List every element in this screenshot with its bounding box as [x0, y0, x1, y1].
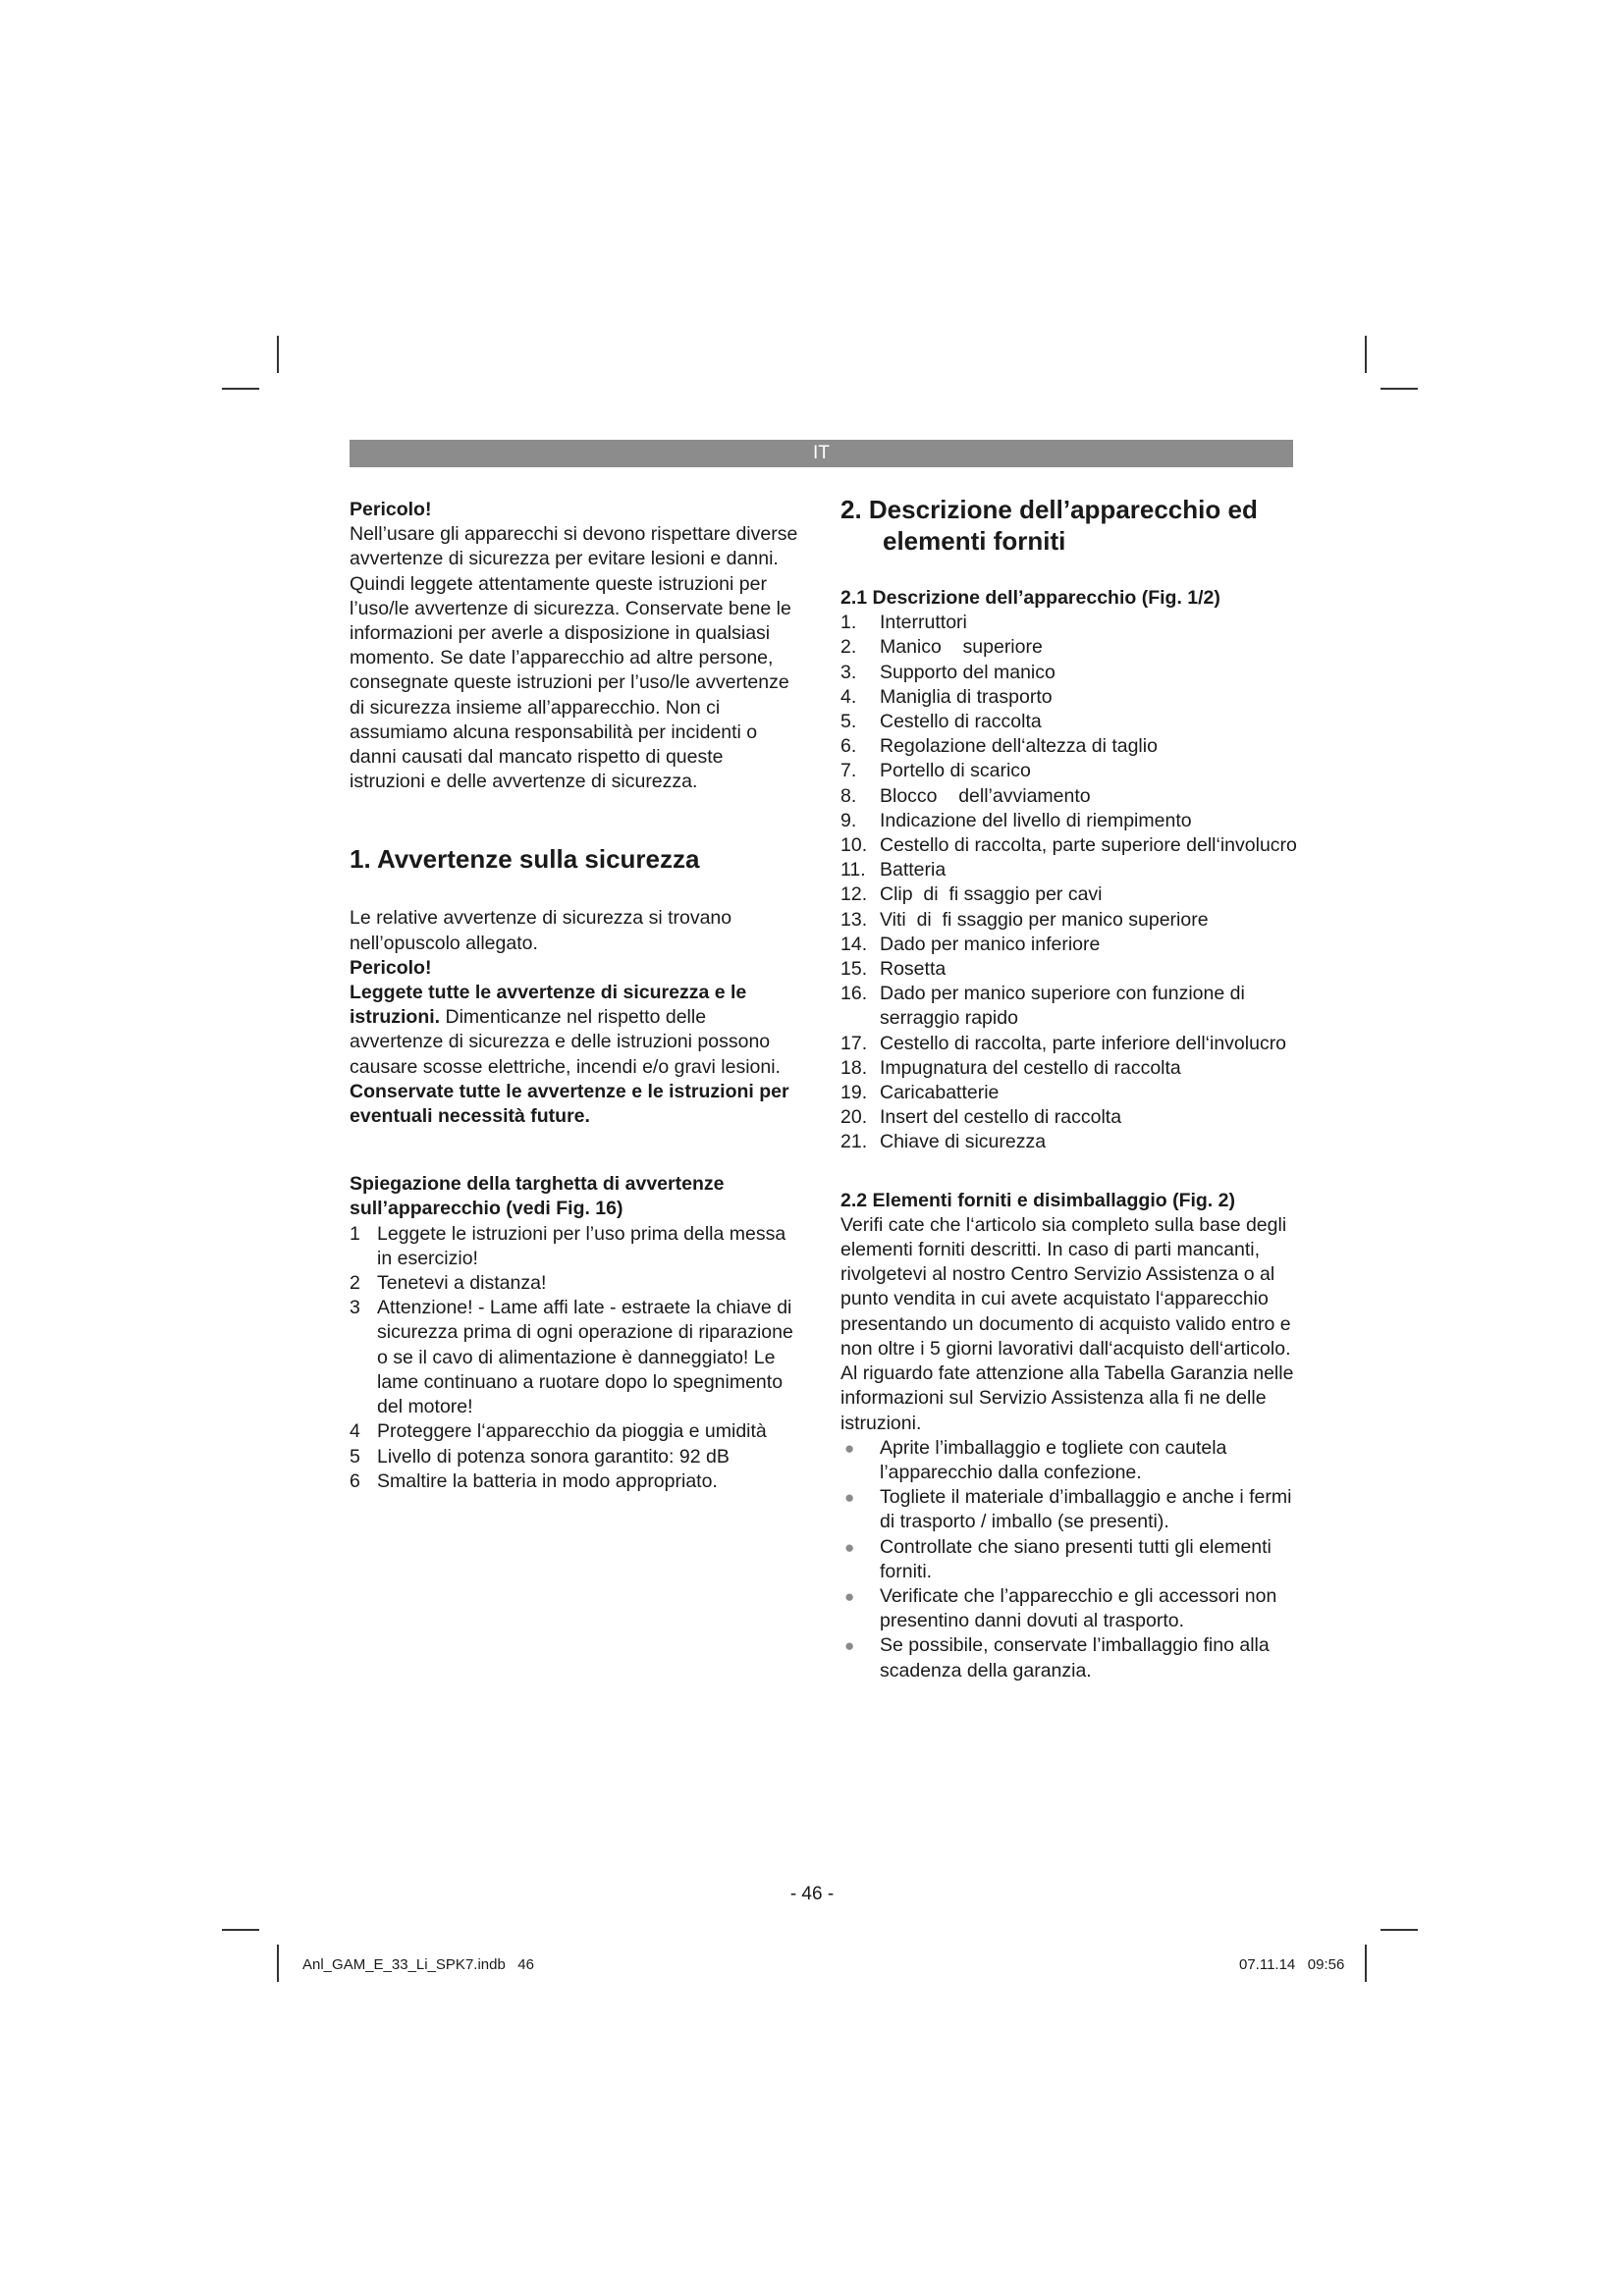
danger-title-2: Pericolo! [350, 956, 432, 979]
list-item-number: 4. [840, 685, 857, 708]
list-item-text: Livello di potenza sonora garantito: 92 dB [377, 1445, 730, 1468]
list-item-number: 6. [840, 735, 857, 758]
list-item [840, 1436, 1302, 1485]
list-item-text: Aprite l’imballaggio e togliete con cautela l’apparecchio dalla confezione. [880, 1436, 1227, 1483]
list-item [350, 1469, 803, 1494]
list-item [840, 685, 1302, 710]
list-item [840, 1633, 1302, 1682]
list-item-text: Indicazione del livello di riempimento [880, 809, 1192, 831]
list-item [350, 1445, 803, 1469]
section-1-title: 1. Avvertenze sulla sicurezza [350, 844, 700, 875]
bullet-dot-icon: ● [844, 1537, 855, 1557]
print-datetime: 07.11.14 09:56 [1239, 1956, 1345, 1973]
bullet-dot-icon: ● [844, 1488, 855, 1508]
list-item-text: Impugnatura del cestello di raccolta [880, 1056, 1181, 1079]
bullet-dot-icon: ● [844, 1636, 855, 1656]
left-column [350, 498, 803, 1494]
danger-text: Nell’usare gli apparecchi si devono rispettare diverse avvertenze di sicurezza per evitare lesioni e danni. Quindi leggete attentamente queste istruzioni per l’uso/le avvertenze di sicurezza. Conservate bene le informazioni per averle a disposizione in qualsiasi momento. Se date l’apparecchio ad altre persone, consegnate queste istruzioni per l’uso/le avvertenze di sicurezza insieme all’apparecchio. Non ci assumiamo alcuna responsabilità per incidenti o danni causati dal mancato rispetto di queste istruzioni e delle avvertenze di sicurezza. [350, 523, 798, 793]
list-item-text: Clip di fi ssaggio per cavi [880, 883, 1103, 906]
list-item [350, 1296, 803, 1419]
intro-text: Le relative avvertenze di sicurezza si trovano nell’opuscolo allegato. [350, 907, 732, 954]
warning-label-list [350, 1222, 803, 1494]
list-item-number: 1 [350, 1222, 360, 1245]
list-item-text: Regolazione dell‘altezza di taglio [880, 735, 1158, 758]
list-item [840, 1130, 1302, 1154]
list-item [840, 858, 1302, 882]
list-item [840, 611, 1302, 635]
keep-instructions-bold: Conservate tutte le avvertenze e le istruzioni per eventuali necessità future. [350, 1080, 789, 1128]
list-item [840, 1105, 1302, 1130]
bullet-dot-icon: ● [844, 1438, 855, 1458]
list-item [840, 908, 1302, 933]
list-item [840, 661, 1302, 685]
list-item-text: Se possibile, conservate l’imballaggio fino alla scadenza della garanzia. [880, 1634, 1270, 1682]
read-instructions-text: Dimenticanze nel rispetto delle avvertenze di sicurezza e delle istruzioni possono causare scosse elettriche, incendi e/o gravi lesioni. [350, 1006, 781, 1078]
read-instructions-bold: Leggete tutte le avvertenze di sicurezza e le istruzioni. [350, 982, 747, 1029]
list-item-text: Caricabatterie [880, 1082, 1000, 1104]
parts-list [840, 611, 1302, 1154]
list-item-text: Portello di scarico [880, 760, 1031, 782]
list-item-number: 3. [840, 661, 857, 683]
crop-mark-bottom-right-horizontal [1380, 1929, 1418, 1931]
subsection-2-1-title: 2.1 Descrizione dell’apparecchio (Fig. 1/2) [840, 587, 1220, 609]
list-item [840, 933, 1302, 957]
list-item-number: 7. [840, 760, 857, 782]
crop-mark-bottom-left-vertical [277, 1945, 279, 1982]
section-2-title: 2. Descrizione dell’apparecchio ed elementi forniti [840, 495, 1258, 556]
list-item-number: 14. [840, 933, 868, 955]
list-item-number: 3 [350, 1297, 360, 1319]
list-item [350, 1271, 803, 1296]
list-item [350, 1222, 803, 1271]
list-item [840, 1485, 1302, 1534]
list-item [840, 759, 1302, 783]
list-item-text: Cestello di raccolta, parte superiore dell‘involucro [880, 834, 1297, 857]
bullet-dot-icon: ● [844, 1586, 855, 1606]
list-item [840, 1032, 1302, 1056]
list-item-number: 8. [840, 784, 857, 807]
list-item-text: Maniglia di trasporto [880, 685, 1053, 708]
right-column [840, 494, 1302, 1683]
list-item-text: Leggete le istruzioni per l’uso prima della messa in esercizio! [377, 1222, 786, 1269]
crop-mark-bottom-right-vertical [1365, 1945, 1367, 1982]
list-item-number: 5 [350, 1445, 360, 1468]
danger-title: Pericolo! [350, 499, 432, 520]
list-item-number: 13. [840, 908, 868, 931]
list-item [840, 710, 1302, 734]
list-item-number: 16. [840, 983, 868, 1005]
list-item-number: 5. [840, 711, 857, 733]
list-item-number: 4 [350, 1420, 360, 1443]
list-item-text: Cestello di raccolta, parte inferiore dell‘involucro [880, 1032, 1287, 1054]
list-item-text: Batteria [880, 859, 947, 881]
list-item-text: Chiave di sicurezza [880, 1131, 1047, 1153]
list-item-text: Manico superiore [880, 636, 1043, 659]
list-item-number: 19. [840, 1082, 868, 1104]
list-item-number: 21. [840, 1131, 868, 1153]
list-item-number: 6 [350, 1469, 360, 1492]
crop-mark-top-right-horizontal [1380, 388, 1418, 390]
list-item [840, 784, 1302, 809]
page-number: - 46 - [789, 1884, 835, 1904]
list-item-number: 2 [350, 1272, 360, 1295]
crop-mark-top-left-vertical [277, 336, 279, 373]
subsection-2-2-title: 2.2 Elementi forniti e disimballaggio (Fig. 2) [840, 1189, 1235, 1211]
list-item [840, 1584, 1302, 1633]
list-item-text: Dado per manico inferiore [880, 933, 1101, 955]
list-item-text: Viti di fi ssaggio per manico superiore [880, 908, 1209, 931]
list-item [350, 1419, 803, 1444]
list-item-number: 1. [840, 612, 857, 634]
subsection-2-2-text: Verifi cate che l‘articolo sia completo sulla base degli elementi forniti descritti. In caso di parti mancanti, rivolgetevi al nostro Centro Servizio Assistenza o al punto vendita in cui avete acquistato l‘apparecchio presentando un documento di acquisto valido entro e non oltre i 5 giorni lavorativi dall‘acquisto dell‘articolo. Al riguardo fate attenzione alla Tabella Garanzia nelle informazioni sul Servizio Assistenza alla fi ne delle istruzioni. [840, 1213, 1294, 1434]
crop-mark-top-left-horizontal [222, 388, 259, 390]
list-item-number: 10. [840, 834, 868, 857]
list-item-number: 12. [840, 883, 868, 906]
list-item-text: Proteggere l‘apparecchio da pioggia e umidità [377, 1420, 767, 1443]
list-item-text: Interruttori [880, 612, 967, 634]
list-item-text: Tenetevi a distanza! [377, 1272, 547, 1295]
list-item [840, 833, 1302, 858]
list-item [840, 1081, 1302, 1105]
crop-mark-bottom-left-horizontal [222, 1929, 259, 1931]
list-item-text: Verificate che l’apparecchio e gli accessori non presentino danni dovuti al trasporto. [880, 1584, 1277, 1632]
list-item-text: Cestello di raccolta [880, 711, 1042, 733]
list-item-number: 2. [840, 636, 857, 659]
list-item-text: Smaltire la batteria in modo appropriato. [377, 1469, 718, 1492]
language-header-bar: IT [350, 440, 1293, 467]
list-item-number: 18. [840, 1056, 868, 1079]
list-item [840, 809, 1302, 833]
list-item-text: Blocco dell’avviamento [880, 784, 1091, 807]
list-item-number: 11. [840, 859, 866, 881]
list-item-number: 15. [840, 958, 868, 981]
list-item [840, 982, 1302, 1031]
list-item-text: Rosetta [880, 958, 947, 981]
read-instructions-paragraph [350, 981, 803, 1080]
list-item-number: 9. [840, 809, 857, 831]
list-item [840, 957, 1302, 982]
crop-mark-top-right-vertical [1365, 336, 1367, 373]
list-item-text: Supporto del manico [880, 661, 1056, 683]
file-name: Anl_GAM_E_33_Li_SPK7.indb 46 [302, 1956, 534, 1973]
unpacking-bullet-list [840, 1436, 1302, 1683]
list-item-number: 20. [840, 1106, 868, 1129]
list-item [840, 734, 1302, 759]
list-item-text: Dado per manico superiore con funzione di serraggio rapido [880, 983, 1251, 1030]
list-item-text: Togliete il materiale d’imballaggio e anche i fermi di trasporto / imballo (se presenti). [880, 1486, 1292, 1533]
list-item-text: Controllate che siano presenti tutti gli elementi forniti. [880, 1535, 1272, 1582]
list-item [840, 882, 1302, 907]
list-item-number: 17. [840, 1032, 868, 1054]
list-item-text: Attenzione! - Lame affi late - estraete la chiave di sicurezza prima di ogni operazione di riparazione o se il cavo di alimentazione è danneggiato! Le lame continuano a ruotare dopo lo spegnimento del motore! [377, 1297, 793, 1418]
list-item [840, 635, 1302, 660]
list-item [840, 1535, 1302, 1584]
list-item-text: Insert del cestello di raccolta [880, 1106, 1122, 1129]
warning-label-title: Spiegazione della targhetta di avvertenze sull’apparecchio (vedi Fig. 16) [350, 1173, 725, 1220]
list-item [840, 1056, 1302, 1081]
